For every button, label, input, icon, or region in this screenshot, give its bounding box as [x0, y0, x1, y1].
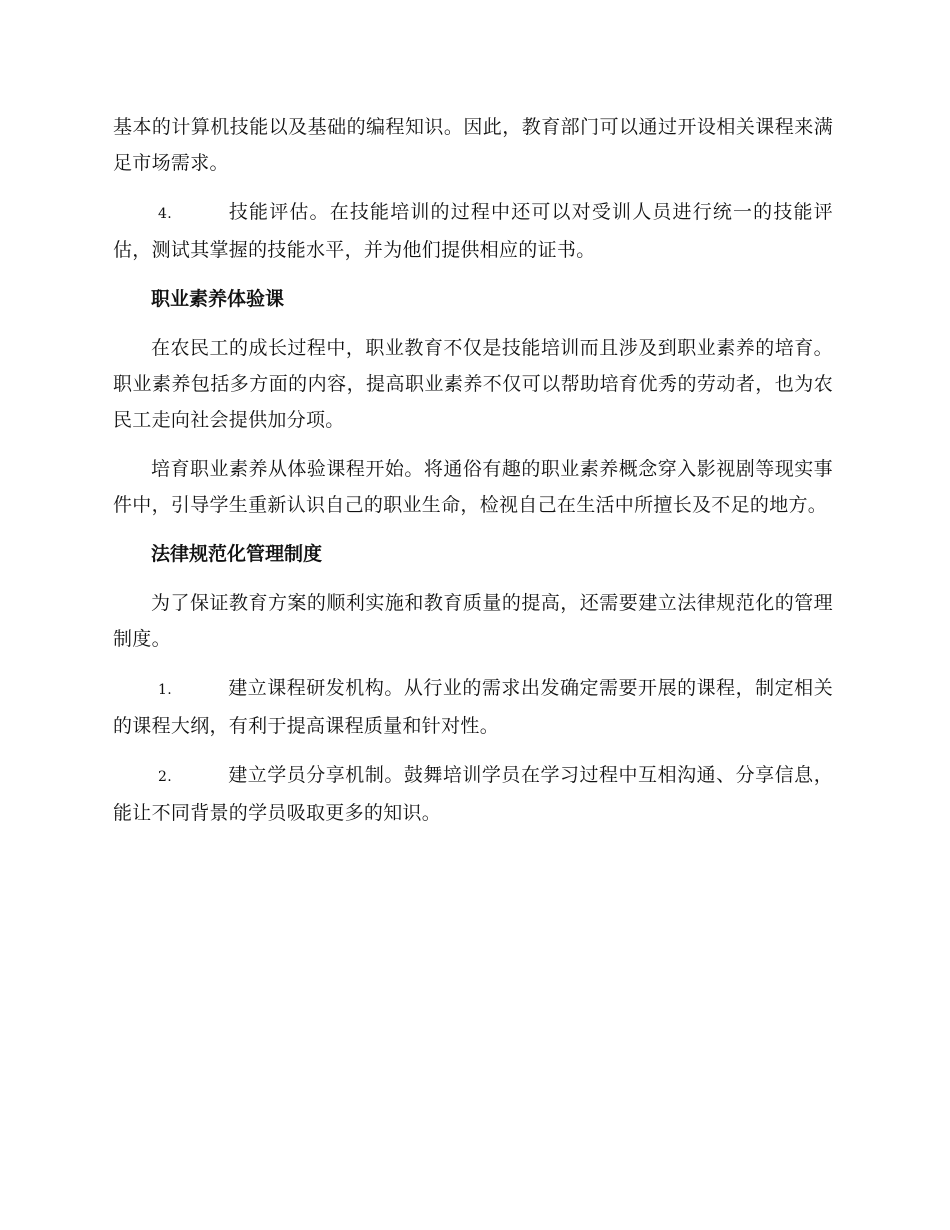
list-item-course-development: [113, 670, 833, 744]
list-number: 4.: [158, 206, 172, 222]
list-number: 2.: [158, 769, 172, 785]
list-item-text: 建立学员分享机制。鼓舞培训学员在学习过程中互相沟通、分享信息，能让不同背景的学员吸取更多的知识。: [113, 764, 833, 824]
paragraph-continuation: 基本的计算机技能以及基础的编程知识。因此，教育部门可以通过开设相关课程来满足市场需求。: [113, 116, 833, 174]
list-item-skill-assessment: [113, 194, 833, 268]
paragraph: 培育职业素养从体验课程开始。将通俗有趣的职业素养概念穿入影视剧等现实事件中，引导学生重新认识自己的职业生命，检视自己在生活中所擅长及不足的地方。: [113, 458, 833, 516]
paragraph: 在农民工的成长过程中，职业教育不仅是技能培训而且涉及到职业素养的培育。职业素养包括多方面的内容，提高职业素养不仅可以帮助培育优秀的劳动者，也为农民工走向社会提供加分项。: [113, 337, 833, 431]
paragraph: 为了保证教育方案的顺利实施和教育质量的提高，还需要建立法律规范化的管理制度。: [113, 592, 833, 650]
list-item-student-sharing: [113, 757, 833, 831]
document-body: [113, 109, 833, 844]
list-item-text: 技能评估。在技能培训的过程中还可以对受训人员进行统一的技能评估，测试其掌握的技能水平，并为他们提供相应的证书。: [113, 201, 833, 261]
section-heading-professional-quality: 职业素养体验课: [151, 288, 285, 310]
list-number: 1.: [158, 682, 172, 698]
list-item-text: 建立课程研发机构。从行业的需求出发确定需要开展的课程，制定相关的课程大纲，有利于提高课程质量和针对性。: [113, 677, 833, 737]
section-heading-legal-management: 法律规范化管理制度: [151, 543, 323, 565]
